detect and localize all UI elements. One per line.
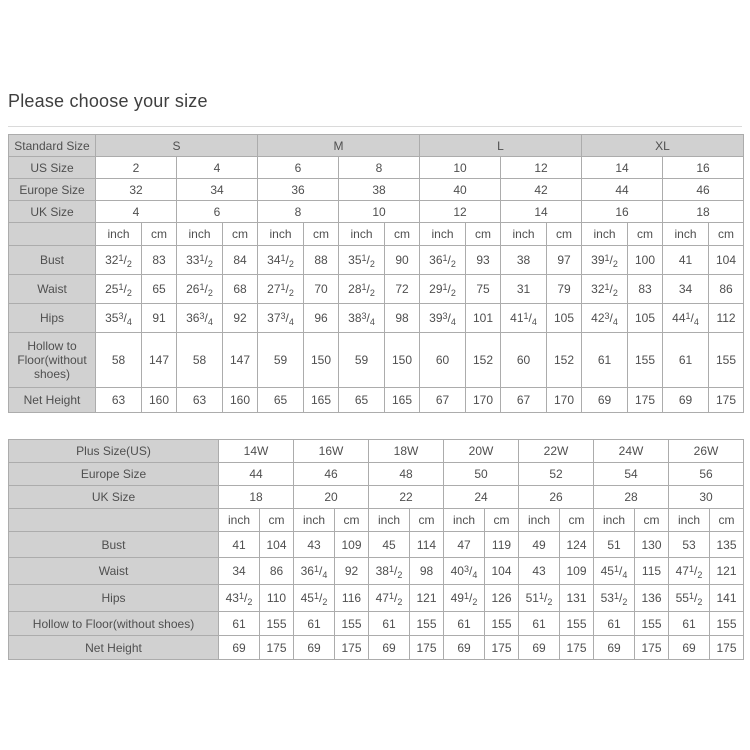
measure-value-cell: 61 bbox=[219, 612, 260, 636]
unit-cell: inch bbox=[177, 223, 223, 246]
measure-value-cell: 97 bbox=[547, 246, 582, 275]
measure-value-cell: 150 bbox=[385, 333, 420, 388]
measure-value-cell: 121 bbox=[410, 585, 444, 612]
table-row bbox=[9, 246, 744, 275]
size-value-cell: 6 bbox=[258, 157, 339, 179]
measure-value-cell: $32^1/_2$ bbox=[96, 246, 142, 275]
measure-value-cell: 61 bbox=[582, 333, 628, 388]
size-value-cell: 26W bbox=[669, 440, 744, 463]
measure-value-cell: $47^1/_2$ bbox=[369, 585, 410, 612]
table-row bbox=[9, 333, 744, 388]
unit-cell: cm bbox=[560, 509, 594, 532]
table-row bbox=[9, 157, 744, 179]
size-value-cell: 20 bbox=[294, 486, 369, 509]
table-row bbox=[9, 532, 744, 558]
measure-value-cell: 160 bbox=[142, 388, 177, 413]
measure-value-cell: 61 bbox=[519, 612, 560, 636]
row-label-cell: Waist bbox=[9, 558, 219, 585]
measure-value-cell: 61 bbox=[594, 612, 635, 636]
unit-cell: cm bbox=[260, 509, 294, 532]
plus-size-table bbox=[8, 439, 744, 660]
measure-value-cell: 63 bbox=[177, 388, 223, 413]
measure-value-cell: 75 bbox=[466, 275, 501, 304]
measure-value-cell: 105 bbox=[628, 304, 663, 333]
size-value-cell: 8 bbox=[339, 157, 420, 179]
size-value-cell: 30 bbox=[669, 486, 744, 509]
table-row bbox=[9, 135, 744, 157]
measure-value-cell: 79 bbox=[547, 275, 582, 304]
row-label-cell: Europe Size bbox=[9, 463, 219, 486]
measure-value-cell: 98 bbox=[410, 558, 444, 585]
measure-value-cell: 90 bbox=[385, 246, 420, 275]
measure-value-cell: 155 bbox=[710, 612, 744, 636]
measure-value-cell: $36^3/_4$ bbox=[177, 304, 223, 333]
size-value-cell: 46 bbox=[294, 463, 369, 486]
size-value-cell: 44 bbox=[219, 463, 294, 486]
measure-value-cell: $35^1/_2$ bbox=[339, 246, 385, 275]
measure-value-cell: 155 bbox=[709, 333, 744, 388]
measure-value-cell: 83 bbox=[142, 246, 177, 275]
measure-value-cell: 96 bbox=[304, 304, 339, 333]
measure-value-cell: 160 bbox=[223, 388, 258, 413]
unit-cell: inch bbox=[582, 223, 628, 246]
measure-value-cell: 175 bbox=[709, 388, 744, 413]
unit-cell: inch bbox=[420, 223, 466, 246]
size-group-cell: XL bbox=[582, 135, 744, 157]
measure-value-cell: 47 bbox=[444, 532, 485, 558]
unit-cell: inch bbox=[444, 509, 485, 532]
measure-value-cell: 65 bbox=[339, 388, 385, 413]
measure-value-cell: 175 bbox=[335, 636, 369, 660]
measure-value-cell: $36^1/_4$ bbox=[294, 558, 335, 585]
measure-value-cell: 31 bbox=[501, 275, 547, 304]
size-value-cell: 56 bbox=[669, 463, 744, 486]
unit-cell: cm bbox=[410, 509, 444, 532]
table-row bbox=[9, 463, 744, 486]
measure-value-cell: 155 bbox=[635, 612, 669, 636]
measure-value-cell: 61 bbox=[663, 333, 709, 388]
measure-value-cell: 59 bbox=[339, 333, 385, 388]
measure-value-cell: 155 bbox=[485, 612, 519, 636]
size-value-cell: 36 bbox=[258, 179, 339, 201]
size-value-cell: 6 bbox=[177, 201, 258, 223]
measure-value-cell: $44^1/_4$ bbox=[663, 304, 709, 333]
measure-value-cell: 104 bbox=[260, 532, 294, 558]
measure-value-cell: $53^1/_2$ bbox=[594, 585, 635, 612]
size-value-cell: 4 bbox=[177, 157, 258, 179]
row-label-cell: Hollow to Floor(without shoes) bbox=[9, 612, 219, 636]
measure-value-cell: 175 bbox=[628, 388, 663, 413]
size-value-cell: 38 bbox=[339, 179, 420, 201]
measure-value-cell: 105 bbox=[547, 304, 582, 333]
unit-cell: inch bbox=[219, 509, 260, 532]
measure-value-cell: 155 bbox=[410, 612, 444, 636]
size-value-cell: 52 bbox=[519, 463, 594, 486]
measure-value-cell: $39^3/_4$ bbox=[420, 304, 466, 333]
measure-value-cell: 175 bbox=[560, 636, 594, 660]
measure-value-cell: 86 bbox=[709, 275, 744, 304]
size-value-cell: 18 bbox=[663, 201, 744, 223]
unit-corner-cell bbox=[9, 509, 219, 532]
measure-value-cell: $35^3/_4$ bbox=[96, 304, 142, 333]
measure-value-cell: 170 bbox=[547, 388, 582, 413]
unit-cell: inch bbox=[594, 509, 635, 532]
unit-cell: inch bbox=[501, 223, 547, 246]
measure-value-cell: 61 bbox=[369, 612, 410, 636]
measure-value-cell: 51 bbox=[594, 532, 635, 558]
unit-cell: cm bbox=[709, 223, 744, 246]
unit-cell: inch bbox=[258, 223, 304, 246]
row-label-cell: UK Size bbox=[9, 201, 96, 223]
unit-cell: inch bbox=[369, 509, 410, 532]
measure-value-cell: 34 bbox=[663, 275, 709, 304]
size-value-cell: 10 bbox=[420, 157, 501, 179]
table-row bbox=[9, 179, 744, 201]
table-row bbox=[9, 558, 744, 585]
measure-value-cell: 114 bbox=[410, 532, 444, 558]
measure-value-cell: $49^1/_2$ bbox=[444, 585, 485, 612]
measure-value-cell: 41 bbox=[219, 532, 260, 558]
measure-value-cell: $28^1/_2$ bbox=[339, 275, 385, 304]
row-label-cell: UK Size bbox=[9, 486, 219, 509]
unit-cell: cm bbox=[547, 223, 582, 246]
measure-value-cell: $27^1/_2$ bbox=[258, 275, 304, 304]
size-value-cell: 40 bbox=[420, 179, 501, 201]
table-row bbox=[9, 486, 744, 509]
row-label-cell: Europe Size bbox=[9, 179, 96, 201]
measure-value-cell: 91 bbox=[142, 304, 177, 333]
measure-value-cell: 147 bbox=[142, 333, 177, 388]
size-value-cell: 20W bbox=[444, 440, 519, 463]
size-value-cell: 18 bbox=[219, 486, 294, 509]
measure-value-cell: $43^1/_2$ bbox=[219, 585, 260, 612]
size-value-cell: 16 bbox=[663, 157, 744, 179]
measure-value-cell: 170 bbox=[466, 388, 501, 413]
measure-value-cell: 65 bbox=[142, 275, 177, 304]
table-row bbox=[9, 201, 744, 223]
measure-value-cell: $26^1/_2$ bbox=[177, 275, 223, 304]
measure-value-cell: 60 bbox=[420, 333, 466, 388]
measure-value-cell: 67 bbox=[420, 388, 466, 413]
size-value-cell: 18W bbox=[369, 440, 444, 463]
measure-value-cell: $37^3/_4$ bbox=[258, 304, 304, 333]
measure-value-cell: 86 bbox=[260, 558, 294, 585]
measure-value-cell: 58 bbox=[177, 333, 223, 388]
size-value-cell: 48 bbox=[369, 463, 444, 486]
table-row bbox=[9, 585, 744, 612]
measure-value-cell: $34^1/_2$ bbox=[258, 246, 304, 275]
unit-cell: cm bbox=[485, 509, 519, 532]
measure-value-cell: $47^1/_2$ bbox=[669, 558, 710, 585]
row-label-cell: Hips bbox=[9, 585, 219, 612]
size-value-cell: 24W bbox=[594, 440, 669, 463]
size-value-cell: 12 bbox=[420, 201, 501, 223]
measure-value-cell: 41 bbox=[663, 246, 709, 275]
row-label-cell: Net Height bbox=[9, 388, 96, 413]
measure-value-cell: 92 bbox=[335, 558, 369, 585]
measure-value-cell: 124 bbox=[560, 532, 594, 558]
measure-value-cell: 112 bbox=[709, 304, 744, 333]
size-value-cell: 14 bbox=[501, 201, 582, 223]
size-value-cell: 34 bbox=[177, 179, 258, 201]
size-value-cell: 22 bbox=[369, 486, 444, 509]
measure-value-cell: 88 bbox=[304, 246, 339, 275]
measure-value-cell: $45^1/_2$ bbox=[294, 585, 335, 612]
measure-value-cell: 38 bbox=[501, 246, 547, 275]
row-label-cell: Hips bbox=[9, 304, 96, 333]
unit-cell: cm bbox=[466, 223, 501, 246]
table-row bbox=[9, 636, 744, 660]
measure-value-cell: 67 bbox=[501, 388, 547, 413]
measure-value-cell: 68 bbox=[223, 275, 258, 304]
unit-cell: cm bbox=[385, 223, 420, 246]
unit-cell: inch bbox=[294, 509, 335, 532]
measure-value-cell: 109 bbox=[335, 532, 369, 558]
measure-value-cell: 69 bbox=[444, 636, 485, 660]
measure-value-cell: 121 bbox=[710, 558, 744, 585]
unit-cell: cm bbox=[335, 509, 369, 532]
page-title: Please choose your size bbox=[8, 91, 208, 111]
measure-value-cell: 69 bbox=[663, 388, 709, 413]
measure-value-cell: $33^1/_2$ bbox=[177, 246, 223, 275]
table-row bbox=[9, 612, 744, 636]
measure-value-cell: 61 bbox=[294, 612, 335, 636]
measure-value-cell: $55^1/_2$ bbox=[669, 585, 710, 612]
measure-value-cell: 93 bbox=[466, 246, 501, 275]
table-row bbox=[9, 304, 744, 333]
unit-cell: inch bbox=[663, 223, 709, 246]
measure-value-cell: 43 bbox=[294, 532, 335, 558]
measure-value-cell: 104 bbox=[485, 558, 519, 585]
size-value-cell: 16W bbox=[294, 440, 369, 463]
size-value-cell: 10 bbox=[339, 201, 420, 223]
measure-value-cell: 101 bbox=[466, 304, 501, 333]
measure-value-cell: $51^1/_2$ bbox=[519, 585, 560, 612]
measure-value-cell: 69 bbox=[294, 636, 335, 660]
measure-value-cell: 84 bbox=[223, 246, 258, 275]
table-row bbox=[9, 275, 744, 304]
measure-value-cell: $38^3/_4$ bbox=[339, 304, 385, 333]
size-value-cell: 26 bbox=[519, 486, 594, 509]
measure-value-cell: 65 bbox=[258, 388, 304, 413]
measure-value-cell: 152 bbox=[547, 333, 582, 388]
measure-value-cell: 60 bbox=[501, 333, 547, 388]
table-row bbox=[9, 388, 744, 413]
size-value-cell: 46 bbox=[663, 179, 744, 201]
size-value-cell: 4 bbox=[96, 201, 177, 223]
row-label-cell: Bust bbox=[9, 246, 96, 275]
measure-value-cell: 155 bbox=[260, 612, 294, 636]
unit-cell: cm bbox=[628, 223, 663, 246]
measure-value-cell: 43 bbox=[519, 558, 560, 585]
size-value-cell: 12 bbox=[501, 157, 582, 179]
measure-value-cell: 119 bbox=[485, 532, 519, 558]
measure-value-cell: $40^3/_4$ bbox=[444, 558, 485, 585]
measure-value-cell: 115 bbox=[635, 558, 669, 585]
measure-value-cell: 63 bbox=[96, 388, 142, 413]
measure-value-cell: 147 bbox=[223, 333, 258, 388]
measure-value-cell: 175 bbox=[260, 636, 294, 660]
table-row bbox=[9, 223, 744, 246]
measure-value-cell: 45 bbox=[369, 532, 410, 558]
measure-value-cell: 135 bbox=[710, 532, 744, 558]
row-label-cell: Waist bbox=[9, 275, 96, 304]
measure-value-cell: $45^1/_4$ bbox=[594, 558, 635, 585]
measure-value-cell: 175 bbox=[635, 636, 669, 660]
size-value-cell: 42 bbox=[501, 179, 582, 201]
measure-value-cell: 175 bbox=[710, 636, 744, 660]
unit-cell: cm bbox=[142, 223, 177, 246]
measure-value-cell: 59 bbox=[258, 333, 304, 388]
measure-value-cell: 83 bbox=[628, 275, 663, 304]
measure-value-cell: 150 bbox=[304, 333, 339, 388]
size-group-cell: L bbox=[420, 135, 582, 157]
size-value-cell: 50 bbox=[444, 463, 519, 486]
unit-cell: inch bbox=[519, 509, 560, 532]
measure-value-cell: 69 bbox=[669, 636, 710, 660]
size-value-cell: 14 bbox=[582, 157, 663, 179]
unit-cell: inch bbox=[96, 223, 142, 246]
standard-size-table bbox=[8, 134, 744, 413]
measure-value-cell: 110 bbox=[260, 585, 294, 612]
unit-cell: inch bbox=[669, 509, 710, 532]
size-value-cell: 24 bbox=[444, 486, 519, 509]
measure-value-cell: 58 bbox=[96, 333, 142, 388]
unit-cell: cm bbox=[710, 509, 744, 532]
size-value-cell: 44 bbox=[582, 179, 663, 201]
size-value-cell: 14W bbox=[219, 440, 294, 463]
measure-value-cell: 152 bbox=[466, 333, 501, 388]
measure-value-cell: 155 bbox=[628, 333, 663, 388]
measure-value-cell: 165 bbox=[304, 388, 339, 413]
measure-value-cell: 155 bbox=[560, 612, 594, 636]
measure-value-cell: $38^1/_2$ bbox=[369, 558, 410, 585]
unit-corner-cell bbox=[9, 223, 96, 246]
measure-value-cell: 69 bbox=[369, 636, 410, 660]
size-value-cell: 2 bbox=[96, 157, 177, 179]
table-row bbox=[9, 440, 744, 463]
size-value-cell: 28 bbox=[594, 486, 669, 509]
measure-value-cell: 130 bbox=[635, 532, 669, 558]
measure-value-cell: 109 bbox=[560, 558, 594, 585]
measure-value-cell: 70 bbox=[304, 275, 339, 304]
measure-value-cell: $41^1/_4$ bbox=[501, 304, 547, 333]
row-label-cell: US Size bbox=[9, 157, 96, 179]
size-group-cell: S bbox=[96, 135, 258, 157]
size-value-cell: 16 bbox=[582, 201, 663, 223]
measure-value-cell: 155 bbox=[335, 612, 369, 636]
size-value-cell: 32 bbox=[96, 179, 177, 201]
measure-value-cell: 136 bbox=[635, 585, 669, 612]
row-label-cell: Hollow to Floor(without shoes) bbox=[9, 333, 96, 388]
corner-label-cell: Standard Size bbox=[9, 135, 96, 157]
measure-value-cell: $29^1/_2$ bbox=[420, 275, 466, 304]
unit-cell: inch bbox=[339, 223, 385, 246]
measure-value-cell: $42^3/_4$ bbox=[582, 304, 628, 333]
measure-value-cell: 49 bbox=[519, 532, 560, 558]
measure-value-cell: $25^1/_2$ bbox=[96, 275, 142, 304]
measure-value-cell: 175 bbox=[410, 636, 444, 660]
measure-value-cell: 69 bbox=[582, 388, 628, 413]
measure-value-cell: 104 bbox=[709, 246, 744, 275]
size-group-cell: M bbox=[258, 135, 420, 157]
measure-value-cell: 61 bbox=[669, 612, 710, 636]
measure-value-cell: 100 bbox=[628, 246, 663, 275]
measure-value-cell: 98 bbox=[385, 304, 420, 333]
row-label-cell: Bust bbox=[9, 532, 219, 558]
measure-value-cell: 92 bbox=[223, 304, 258, 333]
measure-value-cell: 141 bbox=[710, 585, 744, 612]
measure-value-cell: 165 bbox=[385, 388, 420, 413]
table-row bbox=[9, 509, 744, 532]
size-value-cell: 8 bbox=[258, 201, 339, 223]
measure-value-cell: $39^1/_2$ bbox=[582, 246, 628, 275]
size-value-cell: 22W bbox=[519, 440, 594, 463]
measure-value-cell: 34 bbox=[219, 558, 260, 585]
measure-value-cell: 69 bbox=[219, 636, 260, 660]
measure-value-cell: 126 bbox=[485, 585, 519, 612]
measure-value-cell: $36^1/_2$ bbox=[420, 246, 466, 275]
measure-value-cell: 175 bbox=[485, 636, 519, 660]
row-label-cell: Plus Size(US) bbox=[9, 440, 219, 463]
title-divider bbox=[8, 126, 742, 127]
measure-value-cell: 131 bbox=[560, 585, 594, 612]
measure-value-cell: 116 bbox=[335, 585, 369, 612]
measure-value-cell: 61 bbox=[444, 612, 485, 636]
size-value-cell: 54 bbox=[594, 463, 669, 486]
unit-cell: cm bbox=[304, 223, 339, 246]
measure-value-cell: 69 bbox=[519, 636, 560, 660]
measure-value-cell: 69 bbox=[594, 636, 635, 660]
measure-value-cell: 72 bbox=[385, 275, 420, 304]
measure-value-cell: $32^1/_2$ bbox=[582, 275, 628, 304]
unit-cell: cm bbox=[635, 509, 669, 532]
row-label-cell: Net Height bbox=[9, 636, 219, 660]
measure-value-cell: 53 bbox=[669, 532, 710, 558]
unit-cell: cm bbox=[223, 223, 258, 246]
